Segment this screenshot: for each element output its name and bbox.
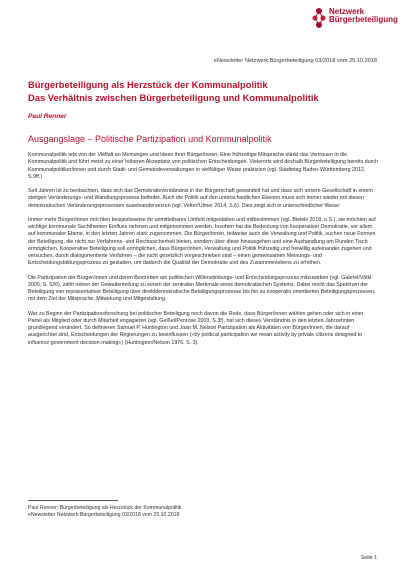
page-title: Bürgerbeteiligung als Herzstück der Kommunalpolitik (28, 79, 268, 90)
footer (28, 505, 181, 519)
paragraph: War zu Beginn der Partizipationsforschung bei politischer Beteiligung noch davon die Rede, dass Bürger/innen wählen gehen oder sich in einer Partei als Mitglied oder durch Mitarbeit engagieren (vgl. Geißel/Penrose 2003, S.3f), hat sich dieses Verständnis in den letzten Jahrzehnten grundlegend verändert. So definieren Samuel P. Huntington und Joan M. Nelson Partizipation als Aktivitäten von Bürger/innen, die darauf ausgerichtet sind, Entscheidungen der Regierungen zu beeinflussen (»by political participation we mean activity by private citizens designed to influence government decision-making«) (Huntington/Nelson 1976, S. 3). (28, 310, 364, 346)
logo-line-2: Bürgerbeteiligung (329, 15, 398, 24)
section-heading: Ausgangslage – Politische Partizipation und Kommunalpolitik (28, 134, 272, 144)
page-number: Seite 1 (360, 555, 377, 561)
author: Paul Renner (28, 113, 67, 120)
footer-divider (28, 500, 118, 501)
logo-icon (312, 7, 326, 31)
paragraph: Kommunalpolitik lebt von der Vielfalt an Meinungen und Ideen ihrer Bürger/innen. Eine frühzeitige Mitsprache stärkt das Vertrauen in die Kommunalpolitik und führt meist zu einer höheren Akzeptanz von politischen Entscheidungen. Vielerorts wird deshalb Bürgerbeteiligung bereits durch Kommunalpolitiker/innen und durch Stadt- und Gemeindeverwaltungen in vielfältiger Weise praktiziert (vgl. Städtetag Baden-Württemberg 2012, S.9ff.) (28, 152, 378, 180)
page-subtitle: Das Verhältnis zwischen Bürgerbeteiligung und Kommunalpolitik (28, 92, 319, 103)
newsletter-info: eNewsletter Netzwerk Bürgerbeteiligung 03/2018 vom 25.10.2018 (213, 58, 377, 64)
logo-line-1: Netzwerk (329, 7, 365, 16)
logo-text (329, 8, 398, 24)
logo (312, 7, 398, 31)
article-body (28, 152, 378, 347)
paragraph: Seit Jahren ist zu beobachten, dass sich das Demokratieverständnis in der Bürgerschaft gewandelt hat und dass sich unsere Gesellschaft in einem stetigen Veränderungs- und Wandlungsprozess befindet. Auch die Politik auf den unterschiedlichen Ebenen muss sich immer wieder mit diesen demokratischen Veränderungsprozessen auseinandersetzen (vgl. Vetter/Ulmer 2014, S.6). Dies zeigt sich in unterschiedlicher Weise: (28, 188, 373, 209)
paragraph: Immer mehr Bürger/innen möchten beispielsweise ihr unmittelbares Umfeld mitgestalten und mitbestimmen (vgl. Bieleki 2018, o.S.), sie möchten auf wichtige kommunale Sachthemen Einfluss nehmen und mitgenommen werden. Insofern hat die Bedeutung von kooperativer Demokratie, vor allem auf kommunaler Ebene, in den letzten Jahren stark zugenommen. Die Bürger/innen, teilweise auch die Verwaltung und Politik, suchen neue Formen der Beteiligung, die nicht nur Verfahrens- und Rechtssicherheit bieten, sondern über diese hinausgehen und eine Aushandlung am Runden Tisch ermöglichen. Kooperative Beteiligung soll ermöglichen, dass Bürger/innen, Verwaltung und Politik frühzeitig und freiwillig aufeinander zugehen und versuchen, durch dialogorientierte Verfahren – die nicht gesetzlich vorgeschrieben sind – einen gemeinsamen Meinungs- und Entscheidungsbildungsprozess zu gestalten, um dadurch die Qualität der Demokratie und des Zusammenlebens zu erhöhen. (28, 216, 376, 267)
footer-line-1: Paul Renner: Bürgerbeteiligung als Herzstück der Kommunalpolitik (28, 505, 182, 511)
paragraph: Die Partizipation der Bürger/innen und deren Bestreben am politischen Willensbildungs- und Entscheidungsprozess mitzuwirken (vgl. Gabriel/Völkl 2005, S. 526), zählt neben der Gewaltenteilung zu einem der zentralen Merkmale eines demokratischen Systems. Dabei reicht das Spektrum der Beteiligung von repräsentativer Beteiligung über direktdemokratische Beteiligungsprozesse bis hin zu kooperativ orientierten Beteiligungsprozessen, mit dem Ziel der Mitsprache, Mitwirkung und Mitgestaltung. (28, 274, 376, 303)
footer-line-2: eNewsletter Netzwerk Bürgerbeteiligung 03/2018 vom 25.10.2018 (28, 512, 180, 518)
